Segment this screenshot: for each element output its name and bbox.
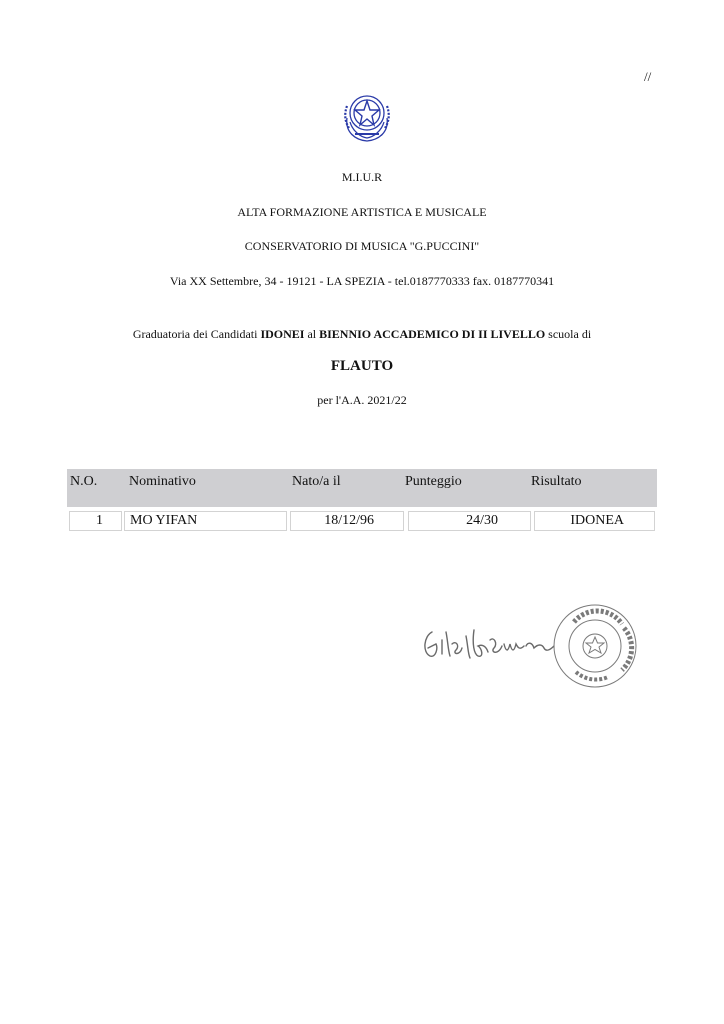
- italian-republic-emblem-icon: [341, 88, 393, 144]
- intro-text-2: al: [304, 327, 320, 341]
- intro-idonei: IDONEI: [260, 327, 305, 341]
- cell-number: 1: [69, 511, 122, 531]
- miur-heading: M.I.U.R: [341, 170, 383, 184]
- col-header-result: Risultato: [531, 474, 582, 489]
- col-header-score: Punteggio: [405, 474, 462, 489]
- corner-mark: //: [644, 69, 652, 84]
- academic-year: per l'A.A. 2021/22: [317, 393, 407, 407]
- col-header-name: Nominativo: [129, 474, 196, 489]
- conservatory-address: Via XX Settembre, 34 - 19121 - LA SPEZIA - tel.0187770333 fax. 0187770341: [169, 274, 555, 288]
- cell-score: 24/30: [408, 511, 531, 531]
- table-header: [67, 469, 657, 507]
- cell-result: IDONEA: [534, 511, 655, 531]
- cell-birthdate: 18/12/96: [290, 511, 404, 531]
- intro-text-1: Graduatoria dei Candidati: [132, 327, 261, 341]
- subject-title: FLAUTO: [330, 358, 394, 374]
- handwritten-signature: [418, 618, 558, 670]
- conservatory-stamp: [550, 602, 640, 690]
- afam-heading: ALTA FORMAZIONE ARTISTICA E MUSICALE: [237, 205, 487, 219]
- ranking-intro: [0, 327, 724, 342]
- cell-name: MO YIFAN: [124, 511, 287, 531]
- conservatory-name: CONSERVATORIO DI MUSICA "G.PUCCINI": [244, 239, 480, 253]
- intro-course: BIENNIO ACCADEMICO DI II LIVELLO: [319, 327, 546, 341]
- col-header-number: N.O.: [70, 474, 98, 489]
- col-header-birthdate: Nato/a il: [292, 474, 341, 489]
- intro-text-3: scuola di: [545, 327, 592, 341]
